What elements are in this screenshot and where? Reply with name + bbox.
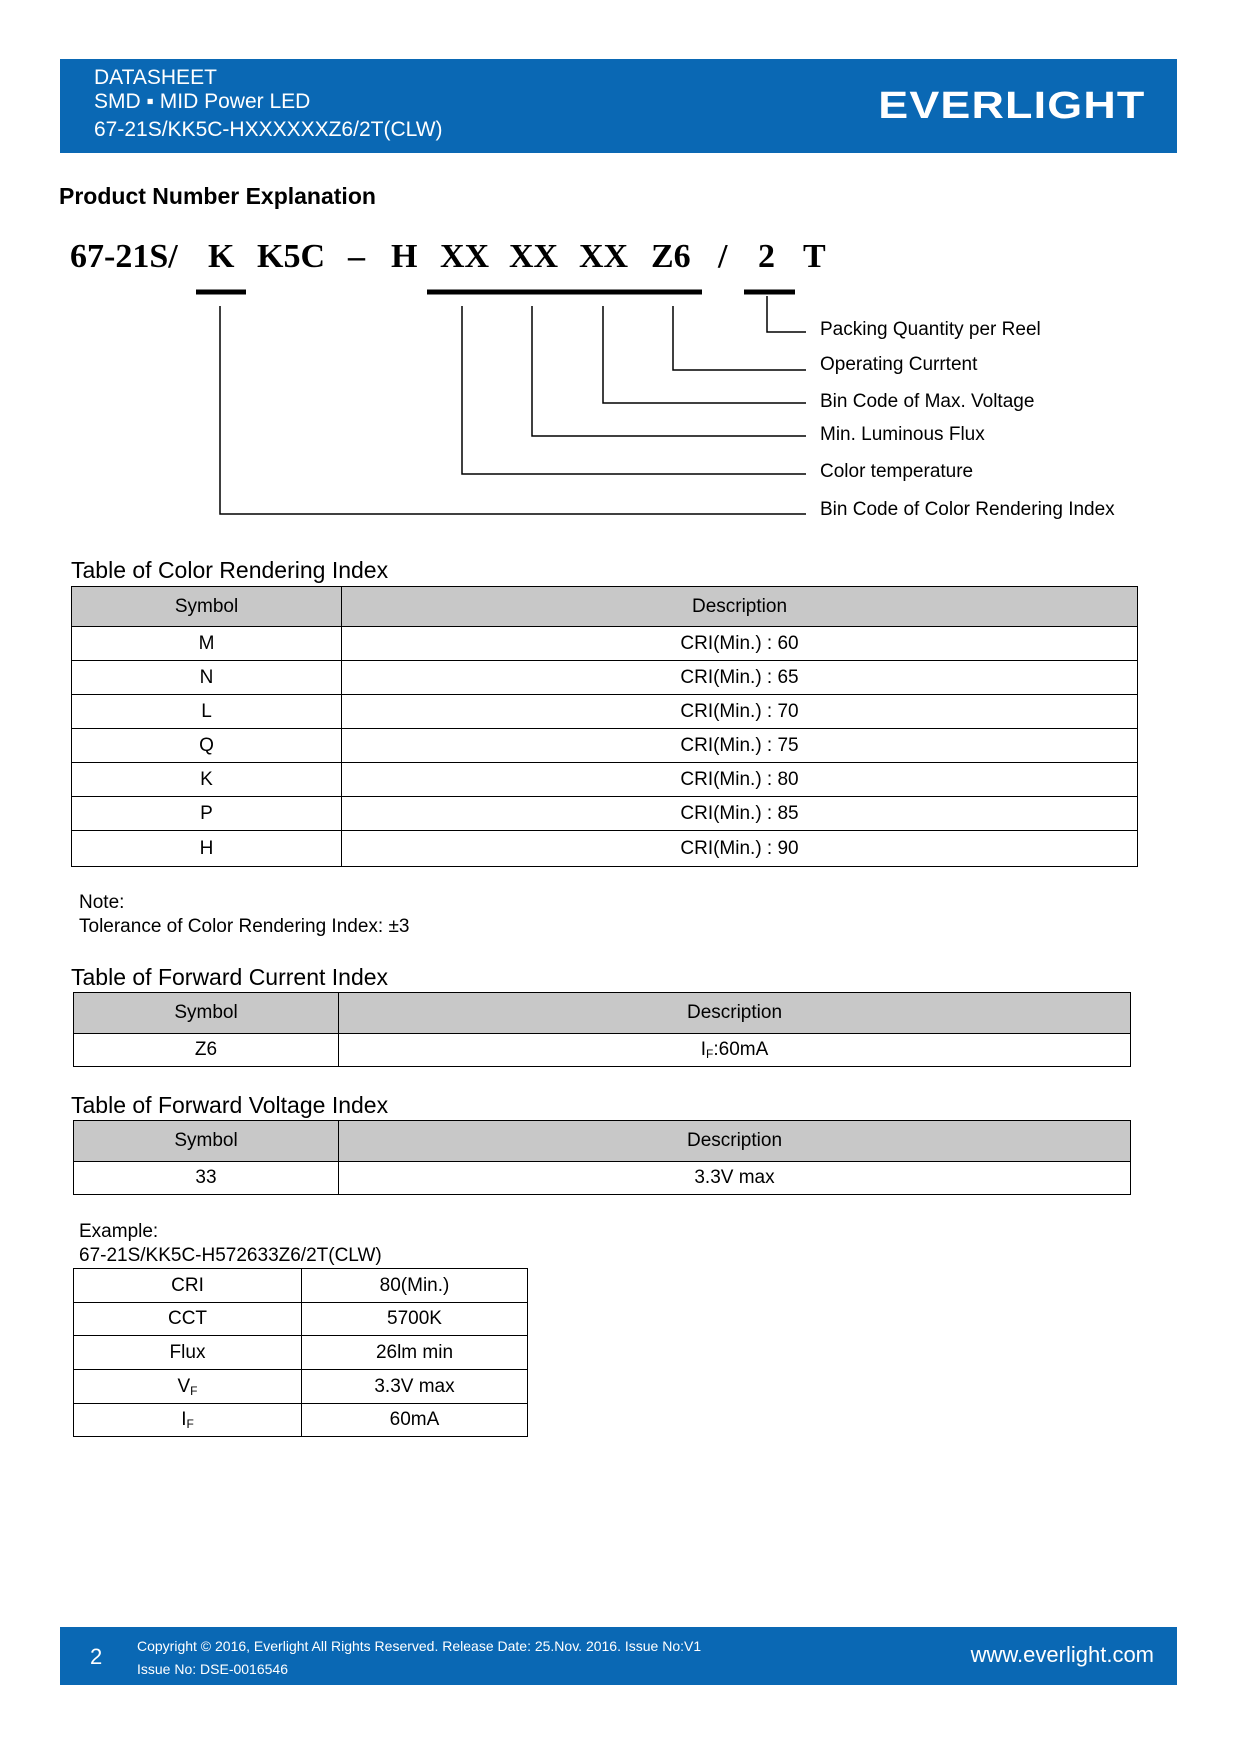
- cell-description: CRI(Min.) : 70: [342, 695, 1138, 729]
- cell-value: 80(Min.): [302, 1269, 528, 1303]
- example-label: Example:: [79, 1221, 159, 1242]
- table-row: [74, 1336, 528, 1370]
- everlight-logo: EVERLIGHT: [877, 85, 1145, 127]
- voltage-table: [73, 1120, 1131, 1195]
- table-row: [74, 1034, 1131, 1067]
- cell-symbol: H: [72, 831, 342, 867]
- cell-description: CRI(Min.) : 65: [342, 661, 1138, 695]
- cell-symbol: Z6: [74, 1034, 339, 1067]
- cri-table-title: Table of Color Rendering Index: [71, 557, 389, 583]
- page-footer: [60, 1627, 1177, 1685]
- cell-param: Flux: [74, 1336, 302, 1370]
- table-row: [74, 1404, 528, 1437]
- label-packing-quantity: Packing Quantity per Reel: [820, 319, 1041, 340]
- pn-flux-code: XX: [509, 238, 559, 275]
- current-table-title: Table of Forward Current Index: [71, 964, 389, 990]
- pn-voltage-code: XX: [579, 238, 629, 275]
- col-description: Description: [342, 587, 1138, 627]
- col-symbol: Symbol: [74, 1121, 339, 1162]
- cell-param: $I_F$: [74, 1404, 302, 1437]
- cri-table: [71, 586, 1138, 867]
- cell-description: 3.3V max: [339, 1162, 1131, 1195]
- table-header-row: [74, 1121, 1131, 1162]
- cell-param: CRI: [74, 1269, 302, 1303]
- pn-slash: /: [718, 238, 728, 275]
- label-cri-bin: Bin Code of Color Rendering Index: [820, 499, 1115, 520]
- pn-cri-code: K: [208, 238, 235, 275]
- col-description: Description: [339, 1121, 1131, 1162]
- cell-symbol: N: [72, 661, 342, 695]
- cell-description: CRI(Min.) : 90: [342, 831, 1138, 867]
- cell-value: 3.3V max: [302, 1370, 528, 1404]
- pn-cct-code: XX: [440, 238, 490, 275]
- footer-issue-number: Issue No: DSE-0016546: [137, 1661, 288, 1677]
- cell-param: $V_F$: [74, 1370, 302, 1404]
- cell-symbol: Q: [72, 729, 342, 763]
- table-header-row: [74, 993, 1131, 1034]
- header-part-number: 67-21S/KK5C-HXXXXXXZ6/2T(CLW): [94, 118, 443, 141]
- note-text: Tolerance of Color Rendering Index: ±3: [79, 916, 410, 937]
- pn-current-code: Z6: [651, 238, 691, 275]
- page-number: 2: [90, 1644, 103, 1669]
- cell-symbol: 33: [74, 1162, 339, 1195]
- footer-website-link[interactable]: www.everlight.com: [970, 1642, 1154, 1667]
- table-row: [74, 1303, 528, 1336]
- note-label: Note:: [79, 892, 125, 913]
- pn-packing-code: 2: [758, 238, 775, 275]
- pn-h: H: [391, 238, 418, 275]
- label-color-temperature: Color temperature: [820, 461, 974, 482]
- cell-description: CRI(Min.) : 80: [342, 763, 1138, 797]
- table-row: [72, 763, 1138, 797]
- table-row: [72, 729, 1138, 763]
- table-row: [74, 1269, 528, 1303]
- example-table: [73, 1268, 528, 1437]
- voltage-table-title: Table of Forward Voltage Index: [71, 1092, 389, 1118]
- pn-tape: T: [803, 238, 826, 275]
- cell-symbol: K: [72, 763, 342, 797]
- cell-symbol: P: [72, 797, 342, 831]
- label-operating-current: Operating Currtent: [820, 354, 978, 375]
- header-product-category: SMD ▪ MID Power LED: [94, 90, 311, 113]
- pn-series: 67-21S/: [70, 238, 178, 275]
- cell-description: CRI(Min.) : 85: [342, 797, 1138, 831]
- table-row: [72, 627, 1138, 661]
- col-symbol: Symbol: [72, 587, 342, 627]
- cell-value: 60mA: [302, 1404, 528, 1437]
- section-title: Product Number Explanation: [59, 183, 376, 209]
- table-row: [74, 1162, 1131, 1195]
- table-row: [72, 797, 1138, 831]
- cell-description: CRI(Min.) : 75: [342, 729, 1138, 763]
- cell-symbol: M: [72, 627, 342, 661]
- pn-model: K5C: [257, 238, 325, 275]
- explanation-connector-lines: [0, 0, 1240, 560]
- table-row: [72, 695, 1138, 729]
- cell-description: $I_F:60mA$: [339, 1034, 1131, 1067]
- pn-dash: –: [348, 238, 365, 275]
- label-max-voltage-bin: Bin Code of Max. Voltage: [820, 391, 1035, 412]
- cell-value: 26lm min: [302, 1336, 528, 1370]
- cell-symbol: L: [72, 695, 342, 729]
- col-symbol: Symbol: [74, 993, 339, 1034]
- col-description: Description: [339, 993, 1131, 1034]
- footer-copyright: Copyright © 2016, Everlight All Rights Reserved. Release Date: 25.Nov. 2016. Issue No:V1: [137, 1638, 702, 1654]
- table-row: [72, 661, 1138, 695]
- header-doc-type: DATASHEET: [94, 66, 217, 89]
- example-part-number: 67-21S/KK5C-H572633Z6/2T(CLW): [79, 1245, 382, 1266]
- cell-value: 5700K: [302, 1303, 528, 1336]
- table-row: [74, 1370, 528, 1404]
- label-min-luminous-flux: Min. Luminous Flux: [820, 424, 985, 445]
- table-row: [72, 831, 1138, 867]
- current-table: [73, 992, 1131, 1067]
- cell-description: CRI(Min.) : 60: [342, 627, 1138, 661]
- table-header-row: [72, 587, 1138, 627]
- cell-param: CCT: [74, 1303, 302, 1336]
